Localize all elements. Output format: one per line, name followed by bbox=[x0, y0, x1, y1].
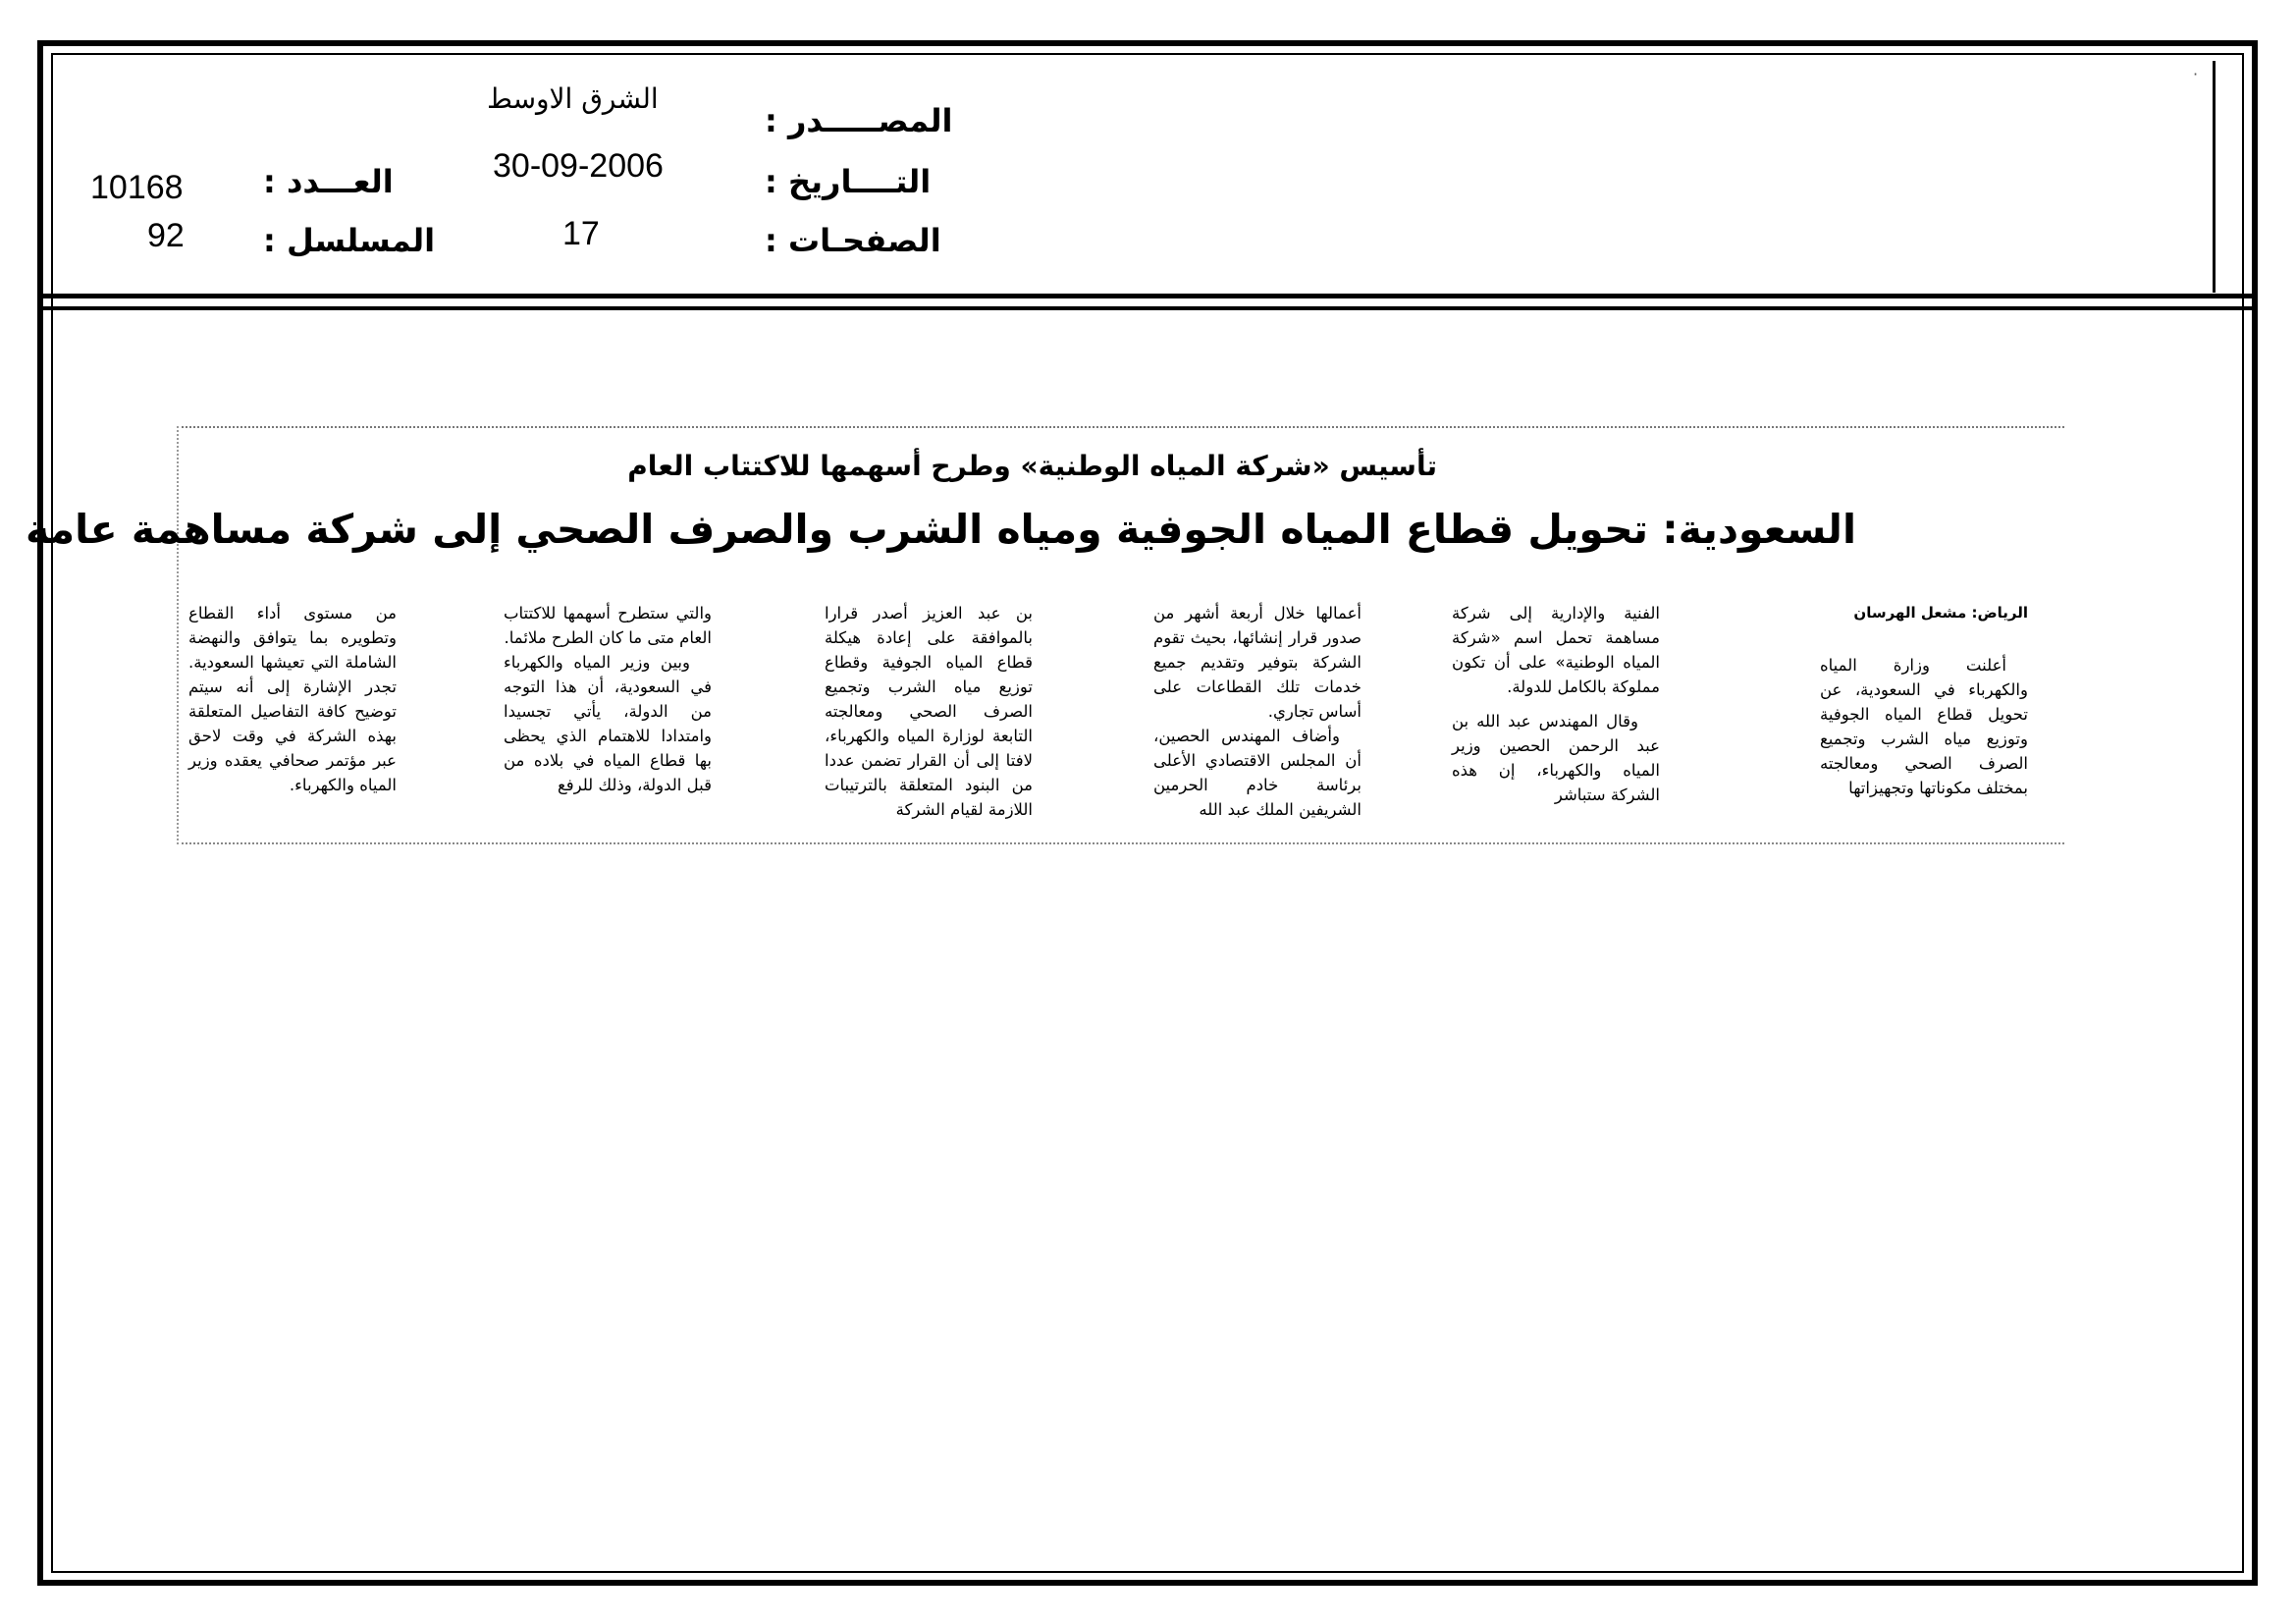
column-text: أعمالها خلال أربعة أشهر من صدور قرار إنشائها، بحيث تقوم الشركة بتوفير وتقديم جميع خدمات تلك القطاعات على أساس تجاري. bbox=[1153, 604, 1362, 721]
article-kicker: تأسيس «شركة المياه الوطنية» وطرح أسهمها للاكتتاب العام bbox=[627, 450, 1437, 482]
source-label: المصـــــدر : bbox=[765, 102, 953, 139]
header-divider-top bbox=[43, 294, 2252, 298]
article-column-5 bbox=[504, 601, 712, 797]
column-text: من مستوى أداء القطاع وتطويره بما يتوافق والنهضة الشاملة التي تعيشها السعودية. تجدر الإشارة إلى أنه سيتم توضيح كافة التفاصيل المتعلقة بهذه الشركة في وقت لاحق عبر مؤتمر صحافي يعقده وزير المياه والكهرباء. bbox=[188, 604, 397, 794]
article-column-1 bbox=[1820, 601, 2028, 800]
issue-value: 10168 bbox=[90, 169, 184, 206]
source-value: الشرق الاوسط bbox=[487, 82, 659, 115]
column-text: بن عبد العزيز أصدر قرارا بالموافقة على إعادة هيكلة قطاع المياه الجوفية وقطاع توزيع مياه الشرب وتجميع الصرف الصحي ومعالجته التابعة لوزارة المياه والكهرباء، لافتا إلى أن القرار تضمن عددا من البنود المتعلقة بالترتيبات اللازمة لقيام الشركة bbox=[825, 604, 1033, 819]
article-headline: السعودية: تحويل قطاع المياه الجوفية ومياه الشرب والصرف الصحي إلى شركة مساهمة عامة bbox=[25, 506, 1856, 553]
column-text: الفنية والإدارية إلى شركة مساهمة تحمل اسم «شركة المياه الوطنية» على أن تكون مملوكة بالكامل للدولة. bbox=[1452, 604, 1660, 696]
pages-label: الصفحـات : bbox=[765, 222, 941, 259]
article-column-4 bbox=[825, 601, 1033, 822]
column-text: أعلنت وزارة المياه والكهرباء في السعودية، عن تحويل قطاع المياه الجوفية وتوزيع مياه الشرب وتجميع الصرف الصحي ومعالجته بمختلف مكوناتها وتجهيزاتها bbox=[1820, 656, 2028, 797]
article-column-6 bbox=[188, 601, 397, 797]
column-text: وأضاف المهندس الحصين، أن المجلس الاقتصادي الأعلى برئاسة خادم الحرمين الشريفين الملك عبد الله bbox=[1153, 727, 1362, 819]
column-text: والتي ستطرح أسهمها للاكتتاب العام متى ما كان الطرح ملائما. bbox=[504, 604, 712, 647]
serial-value: 92 bbox=[147, 217, 185, 254]
column-text: وبين وزير المياه والكهرباء في السعودية، أن هذا التوجه من الدولة، يأتي تجسيدا وامتدادا للاهتمام الذي يحظى بها قطاع المياه في بلاده من قبل الدولة، وذلك للرفع bbox=[504, 653, 712, 794]
article-column-3 bbox=[1153, 601, 1362, 822]
serial-label: المسلسل : bbox=[263, 222, 436, 259]
date-label: التــــاريخ : bbox=[765, 163, 932, 200]
header-edge-line bbox=[2213, 61, 2216, 293]
corner-mark: · bbox=[2193, 65, 2199, 83]
column-text: وقال المهندس عبد الله بن عبد الرحمن الحصين وزير المياه والكهرباء، إن هذه الشركة ستباشر bbox=[1452, 712, 1660, 804]
page-inner-border bbox=[51, 53, 2244, 1573]
clipping-edge-left bbox=[177, 426, 179, 844]
header-divider-bottom bbox=[43, 306, 2252, 310]
clipping-edge-top bbox=[177, 426, 2064, 428]
article-column-2 bbox=[1452, 601, 1660, 807]
clipping-edge-bottom bbox=[177, 842, 2064, 844]
issue-label: العـــدد : bbox=[263, 163, 394, 200]
pages-value: 17 bbox=[562, 215, 600, 252]
date-value: 30-09-2006 bbox=[493, 147, 664, 185]
article-byline: الرياض: مشعل الهرسان bbox=[1853, 604, 2028, 622]
